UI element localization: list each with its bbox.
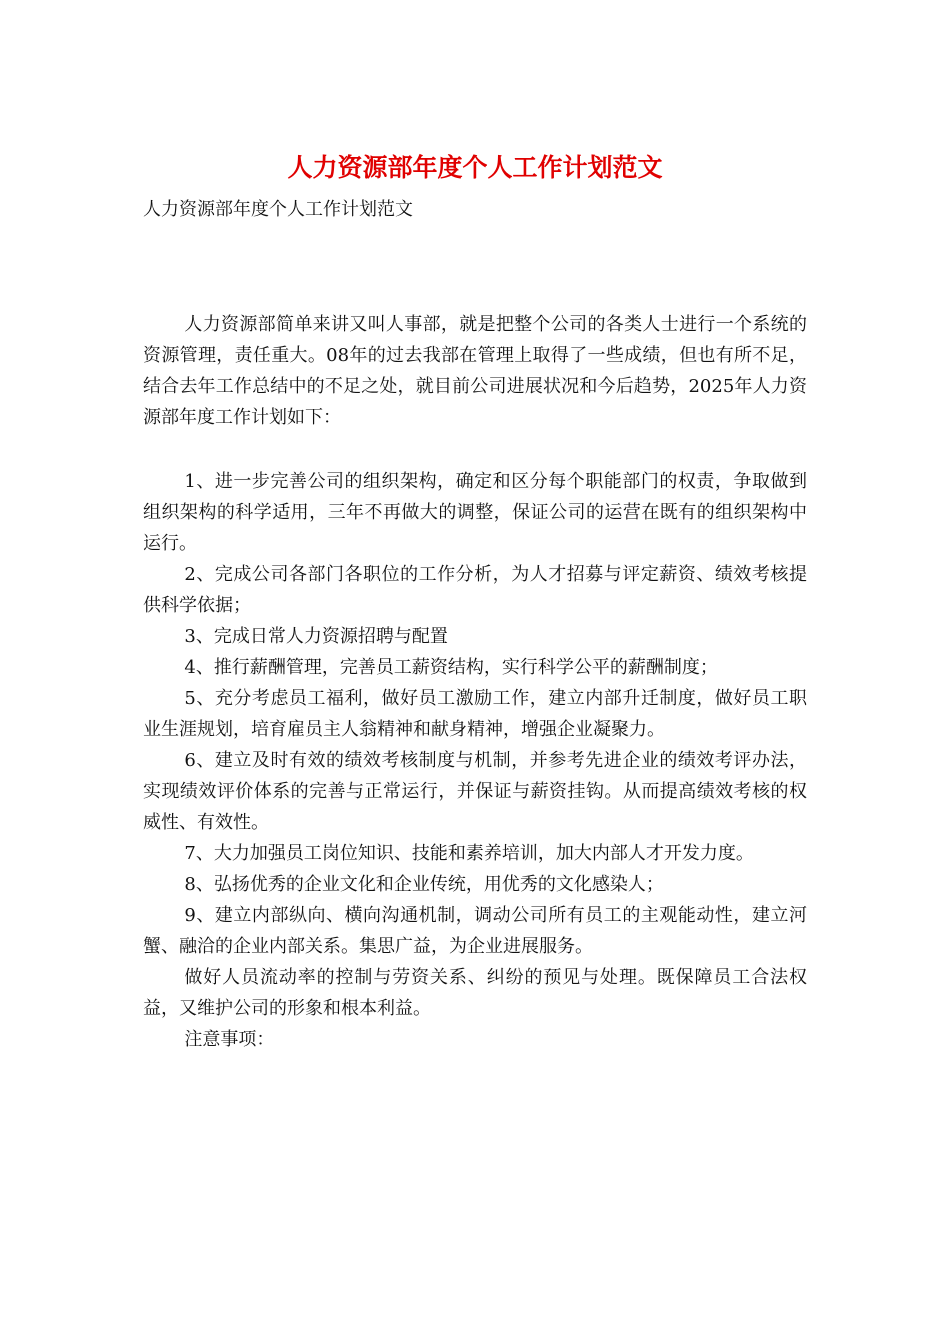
document-title: 人力资源部年度个人工作计划范文 xyxy=(287,153,663,182)
plan-item: 4、推行薪酬管理，完善员工薪资结构，实行科学公平的薪酬制度； xyxy=(184,657,718,678)
document-page xyxy=(143,148,807,1055)
intro-paragraph: 人力资源部简单来讲又叫人事部，就是把整个公司的各类人士进行一个系统的资源管理，责任重大。08年的过去我部在管理上取得了一些成绩，但也有所不足，结合去年工作总结中的不足之处，就目前公司进展状况和今后趋势，2025年人力资源部年度工作计划如下： xyxy=(143,314,807,428)
plan-item-list xyxy=(143,466,807,1055)
plan-item: 7、大力加强员工岗位知识、技能和素养培训，加大内部人才开发力度。 xyxy=(184,843,754,864)
plan-item: 2、完成公司各部门各职位的工作分析，为人才招募与评定薪资、绩效考核提供科学依据； xyxy=(143,564,807,616)
notes-heading: 注意事项： xyxy=(184,1029,275,1050)
plan-item: 3、完成日常人力资源招聘与配置 xyxy=(184,626,448,647)
plan-item: 1、进一步完善公司的组织架构，确定和区分每个职能部门的权责，争取做到组织架构的科学适用，三年不再做大的调整，保证公司的运营在既有的组织架构中运行。 xyxy=(143,471,807,554)
plan-item: 8、弘扬优秀的企业文化和企业传统，用优秀的文化感染人； xyxy=(184,874,664,895)
plan-item: 6、建立及时有效的绩效考核制度与机制，并参考先进企业的绩效考评办法，实现绩效评价体系的完善与正常运行，并保证与薪资挂钩。从而提高绩效考核的权威性、有效性。 xyxy=(143,750,807,833)
plan-item: 5、充分考虑员工福利，做好员工激励工作，建立内部升迁制度，做好员工职业生涯规划，培育雇员主人翁精神和献身精神，增强企业凝聚力。 xyxy=(143,688,807,740)
closing-paragraph: 做好人员流动率的控制与劳资关系、纠纷的预见与处理。既保障员工合法权益，又维护公司的形象和根本利益。 xyxy=(143,967,807,1019)
plan-item: 9、建立内部纵向、横向沟通机制，调动公司所有员工的主观能动性，建立河蟹、融洽的企业内部关系。集思广益，为企业进展服务。 xyxy=(143,905,807,957)
document-subtitle: 人力资源部年度个人工作计划范文 xyxy=(143,199,413,220)
